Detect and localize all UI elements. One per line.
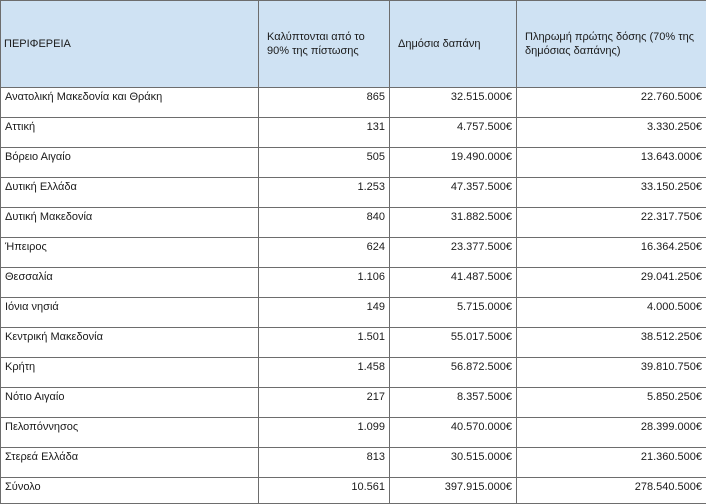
cell-first-installment: 5.850.250€ [517, 388, 706, 418]
table-row [1, 268, 706, 298]
table-row [1, 208, 706, 238]
table-row [1, 418, 706, 448]
total-row [1, 478, 706, 504]
cell-region: Θεσσαλία [1, 268, 259, 298]
cell-covered: 10.561 [259, 478, 390, 504]
table-row [1, 238, 706, 268]
cell-region: Ήπειρος [1, 238, 259, 268]
cell-region: Πελοπόννησος [1, 418, 259, 448]
cell-covered: 149 [259, 298, 390, 328]
cell-public-expense: 40.570.000€ [390, 418, 517, 448]
header-first-installment: Πληρωμή πρώτης δόσης (70% της δημόσιας δαπάνης) [517, 1, 706, 88]
cell-public-expense: 55.017.500€ [390, 328, 517, 358]
table-row [1, 328, 706, 358]
cell-public-expense: 47.357.500€ [390, 178, 517, 208]
cell-first-installment: 28.399.000€ [517, 418, 706, 448]
cell-first-installment: 4.000.500€ [517, 298, 706, 328]
cell-covered: 624 [259, 238, 390, 268]
header-public-expense: Δημόσια δαπάνη [390, 1, 517, 88]
cell-public-expense: 4.757.500€ [390, 118, 517, 148]
cell-public-expense: 30.515.000€ [390, 448, 517, 478]
cell-region: Ανατολική Μακεδονία και Θράκη [1, 88, 259, 118]
cell-first-installment: 22.317.750€ [517, 208, 706, 238]
table-row [1, 148, 706, 178]
cell-first-installment: 22.760.500€ [517, 88, 706, 118]
cell-first-installment: 3.330.250€ [517, 118, 706, 148]
table-row [1, 448, 706, 478]
cell-public-expense: 397.915.000€ [390, 478, 517, 504]
cell-covered: 813 [259, 448, 390, 478]
cell-public-expense: 5.715.000€ [390, 298, 517, 328]
cell-region: Δυτική Ελλάδα [1, 178, 259, 208]
cell-covered: 217 [259, 388, 390, 418]
cell-region: Στερεά Ελλάδα [1, 448, 259, 478]
table-row [1, 358, 706, 388]
table-row [1, 178, 706, 208]
header-region: ΠΕΡΙΦΕΡΕΙΑ [1, 1, 259, 88]
cell-public-expense: 8.357.500€ [390, 388, 517, 418]
cell-region: Νότιο Αιγαίο [1, 388, 259, 418]
table-body [1, 88, 706, 504]
cell-first-installment: 38.512.250€ [517, 328, 706, 358]
cell-region: Κεντρική Μακεδονία [1, 328, 259, 358]
cell-public-expense: 31.882.500€ [390, 208, 517, 238]
cell-covered: 131 [259, 118, 390, 148]
header-row [1, 1, 706, 88]
cell-first-installment: 29.041.250€ [517, 268, 706, 298]
cell-public-expense: 19.490.000€ [390, 148, 517, 178]
cell-public-expense: 23.377.500€ [390, 238, 517, 268]
cell-region: Αττική [1, 118, 259, 148]
cell-covered: 1.099 [259, 418, 390, 448]
table-row [1, 388, 706, 418]
cell-public-expense: 32.515.000€ [390, 88, 517, 118]
cell-covered: 1.458 [259, 358, 390, 388]
cell-first-installment: 33.150.250€ [517, 178, 706, 208]
table-row [1, 298, 706, 328]
cell-covered: 505 [259, 148, 390, 178]
cell-public-expense: 41.487.500€ [390, 268, 517, 298]
cell-first-installment: 21.360.500€ [517, 448, 706, 478]
cell-region: Βόρειο Αιγαίο [1, 148, 259, 178]
cell-covered: 865 [259, 88, 390, 118]
cell-covered: 1.501 [259, 328, 390, 358]
cell-first-installment: 39.810.750€ [517, 358, 706, 388]
cell-covered: 840 [259, 208, 390, 238]
table-row [1, 88, 706, 118]
cell-region: Κρήτη [1, 358, 259, 388]
cell-first-installment: 13.643.000€ [517, 148, 706, 178]
cell-covered: 1.106 [259, 268, 390, 298]
table-row [1, 118, 706, 148]
header-covered: Καλύπτονται από το 90% της πίστωσης [259, 1, 390, 88]
cell-first-installment: 16.364.250€ [517, 238, 706, 268]
cell-first-installment: 278.540.500€ [517, 478, 706, 504]
cell-public-expense: 56.872.500€ [390, 358, 517, 388]
cell-region: Σύνολο [1, 478, 259, 504]
cell-covered: 1.253 [259, 178, 390, 208]
cell-region: Δυτική Μακεδονία [1, 208, 259, 238]
cell-region: Ιόνια νησιά [1, 298, 259, 328]
